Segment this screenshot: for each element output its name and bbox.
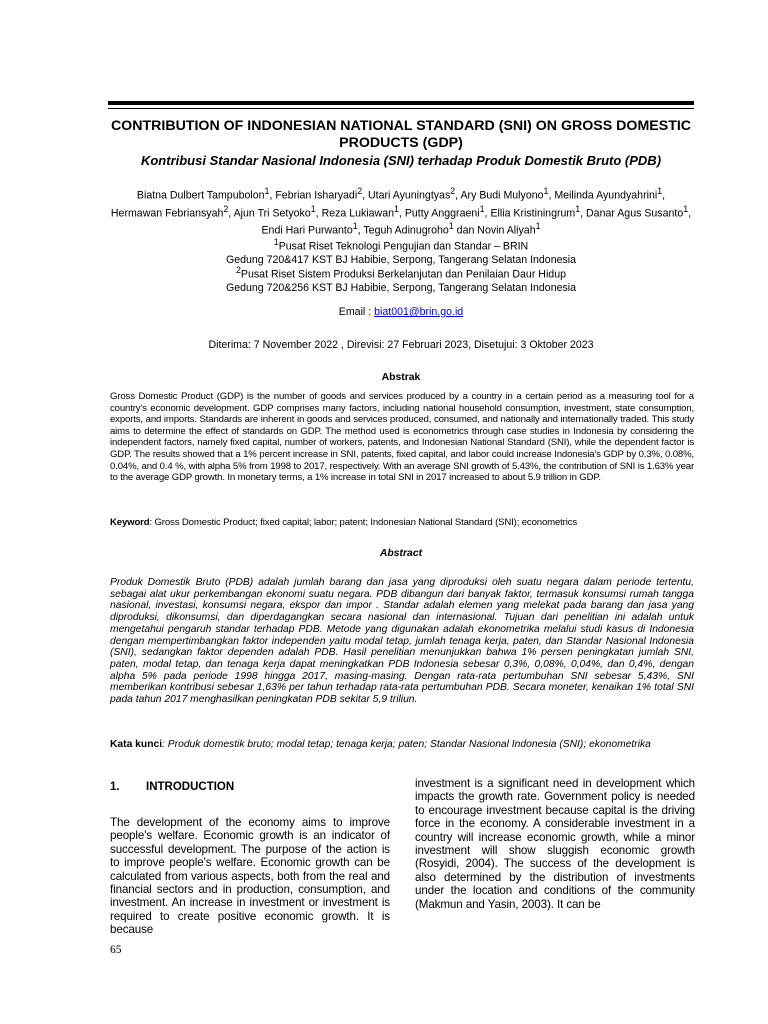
- affiliation-institute: Pusat Riset Teknologi Pengujian dan Standar – BRIN: [278, 240, 529, 253]
- author-name: Putty Anggraeni: [404, 207, 480, 220]
- header-rule-thin: [108, 108, 694, 109]
- submission-dates: Diterima: 7 November 2022 , Direvisi: 27 Februari 2023, Disetujui: 3 Oktober 2023: [208, 339, 594, 351]
- author-affil-mark: 2: [357, 186, 363, 196]
- author-name: Ary Budi Mulyono: [460, 189, 544, 202]
- author-affil-mark: 1: [657, 186, 663, 196]
- affiliation-address: Gedung 720&417 KST BJ Habibie, Serpong, Tangerang Selatan Indonesia: [225, 254, 577, 267]
- author-name: Danar Agus Susanto: [586, 207, 684, 220]
- page-number: 65: [110, 944, 122, 956]
- author-affil-mark: 1: [479, 203, 485, 214]
- author-affil-mark: 2: [223, 203, 229, 214]
- author-name: Meilinda Ayundyahrini: [554, 189, 658, 202]
- author-separator: dan: [453, 224, 478, 237]
- intro-left-column: The development of the economy aims to improve people's welfare. Economic growth is an indicator of successful development. The purpose of the action is to improve people's welfare. Economic growth can be calculated from various aspects, both from the real and financial sectors and in production, consumption, and investment. An increase in investment or investment is required to create positive economic growth. It is because: [110, 816, 390, 937]
- intro-right-column: investment is a significant need in development which impacts the growth rate. Government policy is needed to encourage investment because capital is the driving force in the economy. A considerable investment in a country will increase economic growth, while a minor investment will show sluggish economic growth (Rosyidi, 2004). The success of the development is also determined by the distribution of investments under the location and conditions of the community (Makmun and Yasin, 2003). It can be: [415, 777, 695, 911]
- affiliation-1: [108, 236, 694, 268]
- kata-kunci-label: Kata kunci: [110, 739, 163, 750]
- author-affil-mark: 1: [264, 186, 270, 196]
- email-link[interactable]: biat001@brin.go.id: [374, 306, 464, 318]
- author-name: Ajun Tri Setyoko: [233, 207, 311, 220]
- author-separator: ,: [580, 207, 587, 220]
- abstract-heading: Abstract: [379, 548, 423, 559]
- author-affil-mark: 1: [575, 203, 581, 214]
- section-title: INTRODUCTION: [146, 781, 235, 793]
- email-label: Email :: [338, 306, 375, 318]
- affiliation-mark: 2: [236, 265, 241, 275]
- author-name: Reza Lukiawan: [321, 207, 394, 220]
- header-rule-thick: [108, 101, 694, 105]
- author-affil-mark: 1: [352, 221, 358, 232]
- author-name: Febrian Isharyadi: [275, 189, 358, 202]
- kata-kunci-line: [110, 739, 694, 751]
- author-affil-mark: 2: [450, 186, 456, 196]
- abstrak-heading: Abstrak: [381, 372, 421, 383]
- author-name: Ellia Kristiningrum: [490, 207, 576, 220]
- paper-title: CONTRIBUTION OF INDONESIAN NATIONAL STANDARD (SNI) ON GROSS DOMESTIC PRODUCTS (GDP): [110, 118, 692, 151]
- author-separator: ,: [357, 224, 364, 237]
- author-list: [108, 185, 694, 238]
- author-name: Biatna Dulbert Tampubolon: [136, 189, 265, 202]
- affiliation-address: Gedung 720&256 KST BJ Habibie, Serpong, Tangerang Selatan Indonesia: [225, 282, 577, 295]
- author-affil-mark: 1: [448, 221, 454, 232]
- abstract-body: Produk Domestik Bruto (PDB) adalah jumlah barang dan jasa yang diproduksi oleh suatu negara dalam periode tertentu, sebagai alat ukur perkembangan ekonomi suatu negara. PDB dibangun dari banyak faktor, termasuk konsumsi rumah tangga nasional, investasi, konsumsi negara, ekspor dan impor . Standar adalah elemen yang melekat pada barang dan jasa yang diproduksi, dikonsumsi, dan diperdagangkan secara nasional dan internasional. Tujuan dari penelitian ini adalah untuk mengetahui pengaruh standar terhadap PDB. Metode yang digunakan adalah ekonometrika melalui studi kasus di Indonesia dengan mempertimbangkan faktor independen yaitu modal tetap, jumlah tenaga kerja, paten, dan Standar Nasional Indonesia (SNI), sedangkan faktor dependen adalah PDB. Hasil penelitian menunjukkan bahwa 1% persen peningkatan jumlah SNI, paten, modal tetap, dan tenaga kerja dapat meningkatkan PDB Indonesia sebesar 0,3%, 0,08%, 0,04%, dan 0,4%, dengan alpha 5% pada periode 1998 hingga 2017, masing-masing. Dengan rata-rata pertumbuhan SNI sebesar 5,43%, SNI memberikan kontribusi sebesar 1,63% per tahun terhadap rata-rata pertumbuhan PDB. Secara moneter, kenaikan 1% total SNI pada tahun 2017 menghasilkan peningkatan PDB sekitar 5,9 triliun.: [110, 577, 694, 706]
- author-separator: ,: [228, 207, 234, 220]
- author-separator: ,: [398, 207, 405, 220]
- author-name: Novin Aliyah: [477, 224, 536, 237]
- author-affil-mark: 1: [543, 186, 549, 196]
- affiliation-institute: Pusat Riset Sistem Produksi Berkelanjutan dan Penilaian Daur Hidup: [240, 268, 566, 281]
- email-line: [108, 306, 694, 318]
- affiliation-2: [108, 264, 694, 296]
- author-separator: ,: [315, 207, 322, 220]
- author-separator: ,: [662, 189, 666, 202]
- author-affil-mark: 1: [535, 221, 541, 232]
- section-number: 1.: [110, 781, 120, 793]
- author-separator: ,: [455, 189, 461, 202]
- author-affil-mark: 1: [310, 203, 316, 214]
- author-affil-mark: 1: [394, 203, 399, 214]
- author-separator: ,: [548, 189, 555, 202]
- author-separator: ,: [484, 207, 491, 220]
- author-separator: ,: [269, 189, 276, 202]
- author-name: Endi Hari Purwanto: [261, 224, 353, 237]
- author-name: Utari Ayuningtyas: [368, 189, 451, 202]
- keyword-list: : Gross Domestic Product; fixed capital; labor; patent; Indonesian National Standard (SNI); econometrics: [149, 517, 577, 528]
- author-affil-mark: 1: [683, 203, 689, 214]
- paper-subtitle: Kontribusi Standar Nasional Indonesia (SNI) terhadap Produk Domestik Bruto (PDB): [140, 153, 662, 168]
- author-separator: ,: [688, 207, 692, 220]
- keyword-label: Keyword: [110, 517, 150, 528]
- author-name: Hermawan Febriansyah: [110, 207, 224, 220]
- keyword-line: [110, 517, 694, 528]
- abstrak-body: Gross Domestic Product (GDP) is the number of goods and services produced by a country in a certain period as a measuring tool for a country's economic development. GDP comprises many factors, including national household consumption, investment, state consumption, exports, and imports. Standards are inherent in goods and services produced, consumed, and nationally and internationally traded. This study aims to determine the effect of standards on GDP. The method used is econometrics through case studies in Indonesia by considering the independent factors, namely fixed capital, number of workers, patents, and Indonesian National Standard (SNI), while the dependent factor is GDP. The results showed that a 1% percent increase in SNI, patents, fixed capital, and labor could increase Indonesia's GDP by 0.3%, 0.08%, 0.04%, and 0.4 %, with alpha 5% from 1998 to 2017, respectively. With an average SNI growth of 5.43%, the contribution of SNI is 1.63% year to the average GDP growth. In monetary terms, a 1% increase in total SNI in 2017 increased to about 5.9 trillion in GDP.: [110, 391, 694, 484]
- affiliation-mark: 1: [273, 237, 279, 247]
- author-separator: ,: [362, 189, 368, 202]
- author-name: Teguh Adinugroho: [363, 224, 449, 237]
- kata-kunci-list: : Produk domestik bruto; modal tetap; tenaga kerja; paten; Standar Nasional Indonesia (SNI); ekonometrika: [162, 739, 651, 750]
